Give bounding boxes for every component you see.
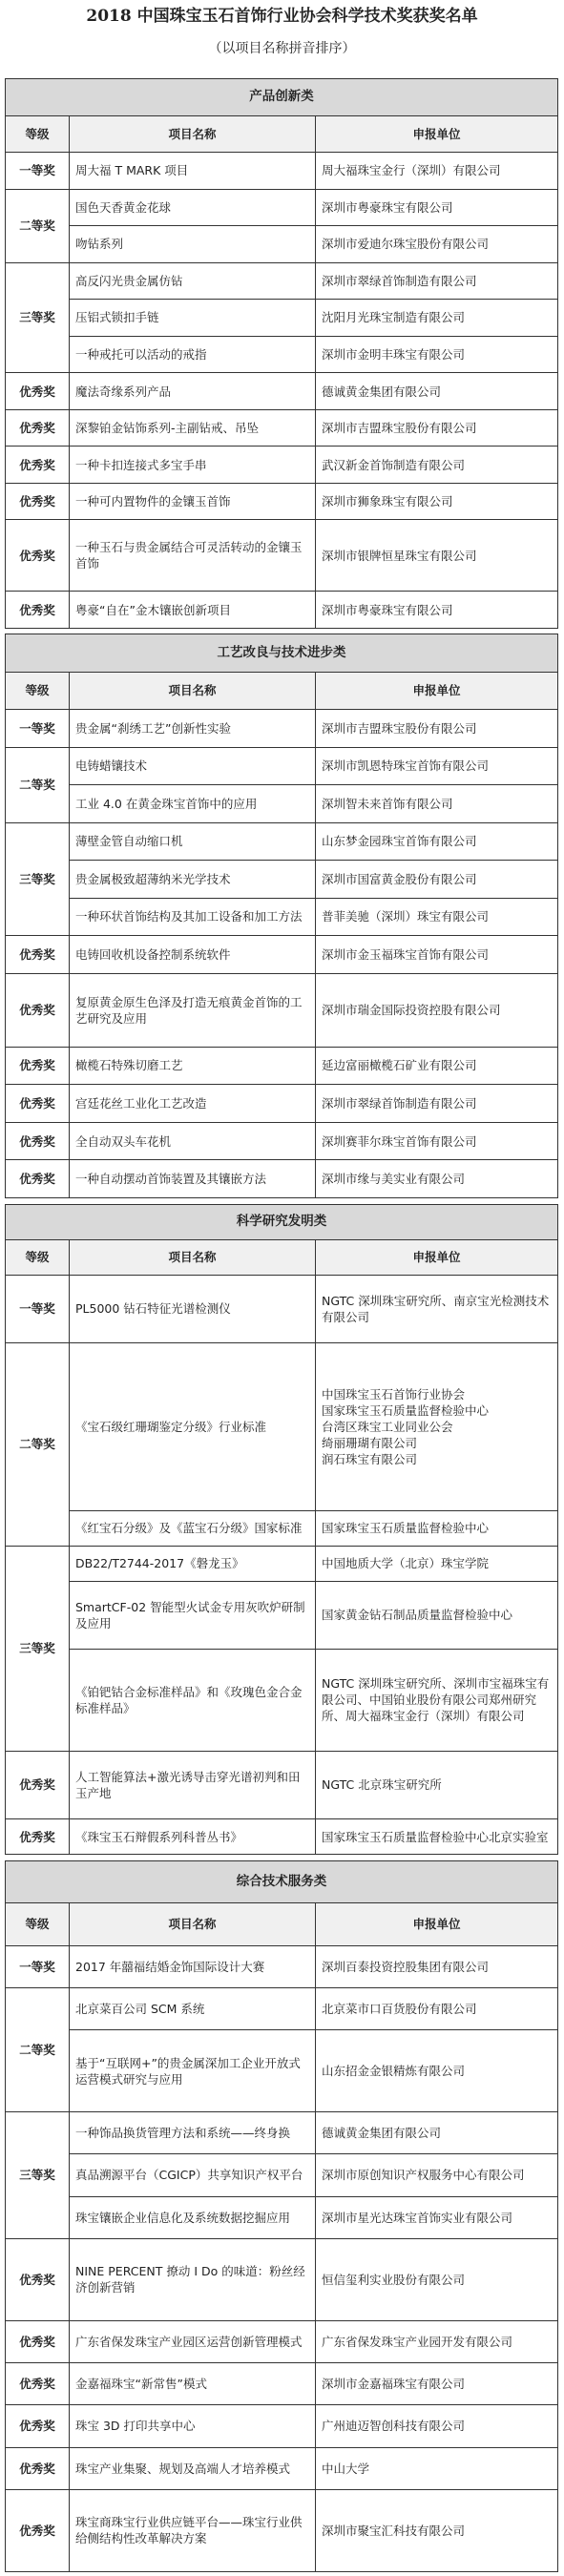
- award-level: 优秀奖: [6, 2405, 70, 2447]
- applicant-unit: NGTC 北京珠宝研究所: [316, 1751, 558, 1819]
- applicant-unit: 深圳市金嘉福珠宝有限公司: [316, 2363, 558, 2405]
- table-row: [6, 1987, 558, 2029]
- award-level: 优秀奖: [6, 1751, 70, 1819]
- award-level: 一等奖: [6, 1275, 70, 1343]
- applicant-unit: 山东招金金银精炼有限公司: [316, 2030, 558, 2112]
- award-level: 优秀奖: [6, 447, 70, 484]
- project-name: 《红宝石分级》及《蓝宝石分级》国家标准: [70, 1511, 316, 1547]
- header-row: [6, 1239, 558, 1275]
- award-level: 优秀奖: [6, 373, 70, 410]
- project-name: 一种玉石与贵金属结合可灵活转动的金镶玉首饰: [70, 520, 316, 592]
- project-name: 真品溯源平台（CGICP）共享知识产权平台: [70, 2154, 316, 2196]
- project-name: 魔法奇缘系列产品: [70, 373, 316, 410]
- table-row: [6, 262, 558, 300]
- table-row: [6, 861, 558, 899]
- award-level: 一等奖: [6, 153, 70, 190]
- applicant-unit: 深圳市瑞金国际投资控股有限公司: [316, 973, 558, 1047]
- table-row: [6, 1581, 558, 1650]
- header-row: [6, 672, 558, 710]
- table-row: [6, 822, 558, 861]
- applicant-unit: 深圳市爱迪尔珠宝股份有限公司: [316, 226, 558, 263]
- applicant-unit: 北京菜市口百货股份有限公司: [316, 1987, 558, 2029]
- project-name: 金嘉福珠宝“新常售”模式: [70, 2363, 316, 2405]
- table-row: [6, 973, 558, 1047]
- table-row: [6, 1275, 558, 1343]
- project-name: 《宝石级红珊瑚鉴定分级》行业标准: [70, 1343, 316, 1511]
- award-level: 优秀奖: [6, 2320, 70, 2362]
- header-project: 项目名称: [70, 115, 316, 153]
- applicant-unit: 国家黄金钻石制品质量监督检验中心: [316, 1581, 558, 1650]
- category-title: 科学研究发明类: [6, 1205, 558, 1240]
- project-name: 一种可内置物件的金镶玉首饰: [70, 483, 316, 520]
- applicant-unit: 深圳市粤豪珠宝有限公司: [316, 592, 558, 629]
- applicant-unit: 恒信玺利实业股份有限公司: [316, 2238, 558, 2320]
- project-name: 橄榄石特殊切磨工艺: [70, 1047, 316, 1085]
- section-process-improvement: [5, 634, 557, 1198]
- applicant-unit: 德诚黄金集团有限公司: [316, 2112, 558, 2154]
- header-row: [6, 1903, 558, 1945]
- table-row: [6, 1819, 558, 1855]
- table-row: [6, 447, 558, 484]
- applicant-unit: 周大福珠宝金行（深圳）有限公司: [316, 153, 558, 190]
- project-name: 粤豪“自在”金木镶嵌创新项目: [70, 592, 316, 629]
- project-name: 人工智能算法+激光诱导击穿光谱初判和田玉产地: [70, 1751, 316, 1819]
- project-name: 《珠宝玉石辩假系列科普丛书》: [70, 1819, 316, 1855]
- table-row: [6, 1650, 558, 1751]
- project-name: NINE PERCENT 撩动 I Do 的味道：粉丝经济创新营销: [70, 2238, 316, 2320]
- table-row: [6, 747, 558, 785]
- table-row: [6, 2154, 558, 2196]
- page-title: 2018 中国珠宝玉石首饰行业协会科学技术奖获奖名单: [86, 7, 478, 26]
- award-level: 优秀奖: [6, 1047, 70, 1085]
- award-level: 优秀奖: [6, 409, 70, 447]
- award-level: 优秀奖: [6, 1122, 70, 1160]
- table-row: [6, 785, 558, 823]
- project-name: 压铝式锁扣手链: [70, 300, 316, 337]
- award-level: 三等奖: [6, 262, 70, 373]
- applicant-unit: 深圳市星光达珠宝首饰实业有限公司: [316, 2196, 558, 2238]
- table-row: [6, 300, 558, 337]
- project-name: 高反闪光贵金属仿钻: [70, 262, 316, 300]
- table-row: [6, 2405, 558, 2447]
- award-level: 优秀奖: [6, 2238, 70, 2320]
- award-level: 三等奖: [6, 1546, 70, 1751]
- award-level: 二等奖: [6, 747, 70, 822]
- table-row: [6, 1343, 558, 1511]
- applicant-unit: NGTC 深圳珠宝研究所、南京宝光检测技术有限公司: [316, 1275, 558, 1343]
- applicant-unit: 深圳市狮象珠宝有限公司: [316, 483, 558, 520]
- applicant-unit: 广州迪迈智创科技有限公司: [316, 2405, 558, 2447]
- project-name: 周大福 T MARK 项目: [70, 153, 316, 190]
- award-level: 一等奖: [6, 1945, 70, 1987]
- project-name: 深黎铂金钻饰系列-主副钻戒、吊坠: [70, 409, 316, 447]
- project-name: PL5000 钻石特征光谱检测仪: [70, 1275, 316, 1343]
- category-row: [6, 1205, 558, 1240]
- section-research-invention: [5, 1204, 557, 1855]
- table-row: [6, 2238, 558, 2320]
- header-project: 项目名称: [70, 1903, 316, 1945]
- table-row: [6, 1122, 558, 1160]
- applicant-unit: 深圳百泰投资控股集团有限公司: [316, 1945, 558, 1987]
- header-unit: 申报单位: [316, 1903, 558, 1945]
- applicant-unit: 深圳市粤豪珠宝有限公司: [316, 189, 558, 226]
- table-row: [6, 2363, 558, 2405]
- project-name: 吻钻系列: [70, 226, 316, 263]
- applicant-unit: 深圳市国富黄金股份有限公司: [316, 861, 558, 899]
- project-name: 电铸回收机设备控制系统软件: [70, 936, 316, 974]
- project-name: 基于“互联网+”的贵金属深加工企业开放式运营模式研究与应用: [70, 2030, 316, 2112]
- award-level: 优秀奖: [6, 483, 70, 520]
- table-row: [6, 2196, 558, 2238]
- table-row: [6, 1085, 558, 1123]
- header-level: 等级: [6, 1903, 70, 1945]
- header-level: 等级: [6, 672, 70, 710]
- award-level: 三等奖: [6, 2112, 70, 2239]
- project-name: 一种自动摆动首饰装置及其镶嵌方法: [70, 1160, 316, 1198]
- section-comprehensive-service: [5, 1860, 557, 2572]
- header-unit: 申报单位: [316, 115, 558, 153]
- award-level: 优秀奖: [6, 592, 70, 629]
- project-name: 北京菜百公司 SCM 系统: [70, 1987, 316, 2029]
- table-row: [6, 1511, 558, 1547]
- header-project: 项目名称: [70, 1239, 316, 1275]
- project-name: 《铂钯钴合金标准样品》和《玫瑰色金合金标准样品》: [70, 1650, 316, 1751]
- applicant-unit: 深圳赛菲尔珠宝首饰有限公司: [316, 1122, 558, 1160]
- project-name: 珠宝 3D 打印共享中心: [70, 2405, 316, 2447]
- table-row: [6, 936, 558, 974]
- applicant-unit: 普菲美驰（深圳）珠宝有限公司: [316, 898, 558, 936]
- category-title: 产品创新类: [6, 79, 558, 116]
- category-title: 综合技术服务类: [6, 1861, 558, 1903]
- project-name: 珠宝产业集聚、规划及高端人才培养模式: [70, 2447, 316, 2489]
- project-name: 一种饰品换货管理方法和系统——终身换: [70, 2112, 316, 2154]
- applicant-unit: 深圳智未来首饰有限公司: [316, 785, 558, 823]
- table-row: [6, 520, 558, 592]
- table-row: [6, 1160, 558, 1198]
- applicant-unit: 国家珠宝玉石质量监督检验中心北京实验室: [316, 1819, 558, 1855]
- award-level: 二等奖: [6, 1343, 70, 1547]
- applicant-unit: 中国珠宝玉石首饰行业协会 国家珠宝玉石质量监督检验中心 台湾区珠宝工业同业公会 绮丽珊瑚有限公司 润石珠宝有限公司: [316, 1343, 558, 1511]
- category-title: 工艺改良与技术进步类: [6, 634, 558, 673]
- project-name: 一种戒托可以活动的戒指: [70, 336, 316, 373]
- applicant-unit: 广东省保发珠宝产业园开发有限公司: [316, 2320, 558, 2362]
- project-name: 贵金属极致超薄纳米光学技术: [70, 861, 316, 899]
- project-name: 贵金属“刹绣工艺”创新性实验: [70, 710, 316, 748]
- project-name: 珠宝商珠宝行业供应链平台——珠宝行业供给侧结构性改革解决方案: [70, 2489, 316, 2571]
- table-row: [6, 898, 558, 936]
- award-level: 优秀奖: [6, 520, 70, 592]
- table-row: [6, 2030, 558, 2112]
- award-level: 优秀奖: [6, 2447, 70, 2489]
- project-name: 复原黄金原生色泽及打造无痕黄金首饰的工艺研究及应用: [70, 973, 316, 1047]
- project-name: 一种卡扣连接式多宝手串: [70, 447, 316, 484]
- table-row: [6, 2112, 558, 2154]
- table-row: [6, 2489, 558, 2571]
- applicant-unit: 延边富丽橄榄石矿业有限公司: [316, 1047, 558, 1085]
- table-row: [6, 373, 558, 410]
- applicant-unit: 深圳市金明丰珠宝有限公司: [316, 336, 558, 373]
- applicant-unit: 沈阳月光珠宝制造有限公司: [316, 300, 558, 337]
- table-row: [6, 592, 558, 629]
- applicant-unit: 深圳市翠绿首饰制造有限公司: [316, 262, 558, 300]
- page-subtitle: （以项目名称拼音排序）: [208, 41, 356, 56]
- award-table: [5, 78, 558, 629]
- applicant-unit: 深圳市凯恩特珠宝首饰有限公司: [316, 747, 558, 785]
- section-product-innovation: [5, 78, 557, 629]
- header-unit: 申报单位: [316, 672, 558, 710]
- header-unit: 申报单位: [316, 1239, 558, 1275]
- applicant-unit: 深圳市聚宝汇科技有限公司: [316, 2489, 558, 2571]
- award-level: 优秀奖: [6, 1160, 70, 1198]
- table-row: [6, 409, 558, 447]
- award-level: 优秀奖: [6, 2489, 70, 2571]
- table-row: [6, 483, 558, 520]
- table-row: [6, 1751, 558, 1819]
- table-row: [6, 189, 558, 226]
- applicant-unit: 武汉新金首饰制造有限公司: [316, 447, 558, 484]
- applicant-unit: 深圳市吉盟珠宝股份有限公司: [316, 409, 558, 447]
- applicant-unit: 德诚黄金集团有限公司: [316, 373, 558, 410]
- award-level: 二等奖: [6, 189, 70, 262]
- table-row: [6, 2320, 558, 2362]
- award-level: 三等奖: [6, 822, 70, 936]
- category-row: [6, 634, 558, 673]
- applicant-unit: 深圳市原创知识产权服务中心有限公司: [316, 2154, 558, 2196]
- project-name: 一种环状首饰结构及其加工设备和加工方法: [70, 898, 316, 936]
- category-row: [6, 1861, 558, 1903]
- project-name: 全自动双头车花机: [70, 1122, 316, 1160]
- award-table: [5, 634, 558, 1198]
- award-level: 优秀奖: [6, 973, 70, 1047]
- applicant-unit: 深圳市银牌恒星珠宝有限公司: [316, 520, 558, 592]
- award-table: [5, 1860, 558, 2572]
- project-name: DB22/T2744-2017《磐龙玉》: [70, 1546, 316, 1581]
- award-level: 优秀奖: [6, 936, 70, 974]
- table-row: [6, 1945, 558, 1987]
- applicant-unit: 深圳市吉盟珠宝股份有限公司: [316, 710, 558, 748]
- award-level: 优秀奖: [6, 1819, 70, 1855]
- header-row: [6, 115, 558, 153]
- award-level: 优秀奖: [6, 1085, 70, 1123]
- applicant-unit: 中国地质大学（北京）珠宝学院: [316, 1546, 558, 1581]
- project-name: 广东省保发珠宝产业园区运营创新管理模式: [70, 2320, 316, 2362]
- applicant-unit: 深圳市翠绿首饰制造有限公司: [316, 1085, 558, 1123]
- project-name: 珠宝镶嵌企业信息化及系统数据挖掘应用: [70, 2196, 316, 2238]
- applicant-unit: 中山大学: [316, 2447, 558, 2489]
- project-name: 薄壁金管自动缩口机: [70, 822, 316, 861]
- applicant-unit: 深圳市金玉福珠宝首饰有限公司: [316, 936, 558, 974]
- table-row: [6, 1546, 558, 1581]
- header-level: 等级: [6, 1239, 70, 1275]
- award-table: [5, 1204, 558, 1855]
- table-row: [6, 226, 558, 263]
- project-name: 电铸蜡镶技术: [70, 747, 316, 785]
- award-level: 二等奖: [6, 1987, 70, 2111]
- table-row: [6, 1047, 558, 1085]
- award-level: 一等奖: [6, 710, 70, 748]
- table-row: [6, 710, 558, 748]
- table-row: [6, 153, 558, 190]
- project-name: 2017 年囍福结婚金饰国际设计大赛: [70, 1945, 316, 1987]
- applicant-unit: 国家珠宝玉石质量监督检验中心: [316, 1511, 558, 1547]
- project-name: SmartCF-02 智能型火试金专用灰吹炉研制及应用: [70, 1581, 316, 1650]
- project-name: 宫廷花丝工业化工艺改造: [70, 1085, 316, 1123]
- award-level: 优秀奖: [6, 2363, 70, 2405]
- project-name: 国色天香黄金花球: [70, 189, 316, 226]
- header-level: 等级: [6, 115, 70, 153]
- table-row: [6, 2447, 558, 2489]
- header-project: 项目名称: [70, 672, 316, 710]
- applicant-unit: 山东梦金园珠宝首饰有限公司: [316, 822, 558, 861]
- applicant-unit: NGTC 深圳珠宝研究所、深圳市宝福珠宝有限公司、中国铂业股份有限公司郑州研究所、周大福珠宝金行（深圳）有限公司: [316, 1650, 558, 1751]
- project-name: 工业 4.0 在黄金珠宝首饰中的应用: [70, 785, 316, 823]
- table-row: [6, 336, 558, 373]
- applicant-unit: 深圳市缘与美实业有限公司: [316, 1160, 558, 1198]
- category-row: [6, 79, 558, 116]
